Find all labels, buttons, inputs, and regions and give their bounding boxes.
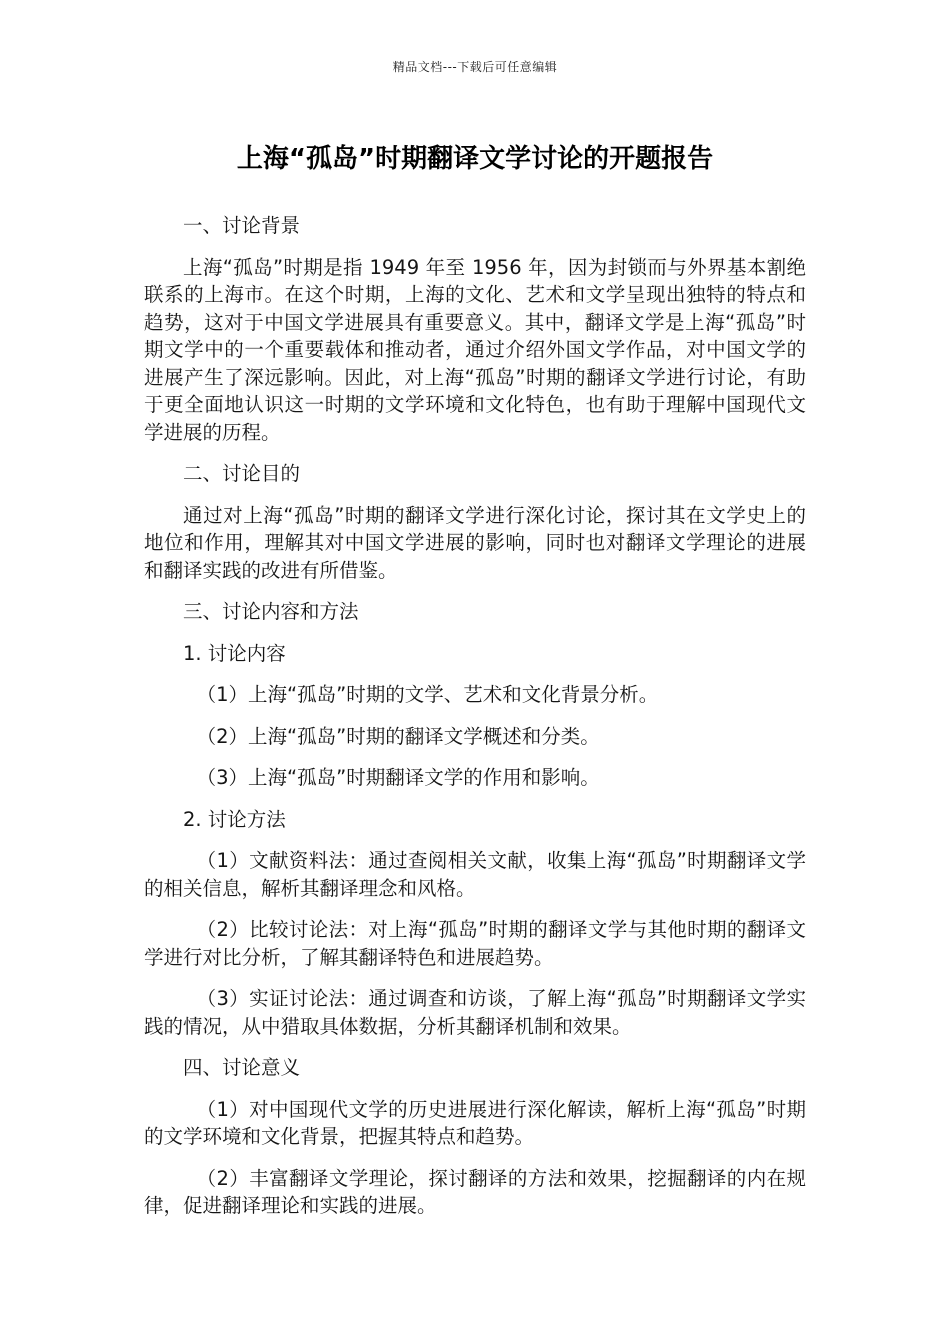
method-item-3: （3）实证讨论法：通过调查和访谈，了解上海“孤岛”时期翻译文学实践的情况，从中猎取具体数据，分析其翻译机制和效果。 — [144, 987, 806, 1038]
section-heading-background: 一、讨论背景 — [183, 214, 301, 237]
header-note: 精品文档---下载后可任意编辑 — [392, 60, 558, 74]
significance-item-1: （1）对中国现代文学的历史进展进行深化解读，解析上海“孤岛”时期的文学环境和文化背景，把握其特点和趋势。 — [144, 1097, 806, 1148]
section-heading-purpose: 二、讨论目的 — [183, 462, 301, 485]
content-item-3: （3）上海“孤岛”时期翻译文学的作用和影响。 — [196, 766, 600, 789]
section-heading-content-method: 三、讨论内容和方法 — [183, 600, 359, 623]
subheading-method: 2. 讨论方法 — [183, 807, 286, 831]
section-heading-significance: 四、讨论意义 — [183, 1056, 301, 1079]
method-item-2: （2）比较讨论法：对上海“孤岛”时期的翻译文学与其他时期的翻译文学进行对比分析，了解其翻译特色和进展趋势。 — [144, 918, 806, 969]
content-item-1: （1）上海“孤岛”时期的文学、艺术和文化背景分析。 — [196, 683, 659, 706]
paragraph-purpose: 通过对上海“孤岛”时期的翻译文学进行深化讨论，探讨其在文学史上的地位和作用，理解其对中国文学进展的影响，同时也对翻译文学理论的进展和翻译实践的改进有所借鉴。 — [144, 503, 806, 582]
content-item-2: （2）上海“孤岛”时期的翻译文学概述和分类。 — [196, 724, 600, 748]
method-item-1: （1）文献资料法：通过查阅相关文献，收集上海“孤岛”时期翻译文学的相关信息，解析其翻译理念和风格。 — [144, 849, 806, 900]
document-title: 上海“孤岛”时期翻译文学讨论的开题报告 — [236, 144, 714, 174]
significance-item-2: （2）丰富翻译文学理论，探讨翻译的方法和效果，挖掘翻译的内在规律，促进翻译理论和实践的进展。 — [144, 1166, 806, 1217]
subheading-content: 1. 讨论内容 — [183, 641, 286, 665]
document-body — [144, 212, 806, 1234]
paragraph-background: 上海“孤岛”时期是指 1949 年至 1956 年，因为封锁而与外界基本割绝联系的上海市。在这个时期，上海的文化、艺术和文学呈现出独特的特点和趋势，这对于中国文学进展具有重要意义。其中，翻译文学是上海“孤岛”时期文学中的一个重要载体和推动者，通过介绍外国文学作品，对中国文学的进展产生了深远影响。因此，对上海“孤岛”时期的翻译文学进行讨论，有助于更全面地认识这一时期的文学环境和文化特色，也有助于理解中国现代文学进展的历程。 — [144, 255, 806, 444]
